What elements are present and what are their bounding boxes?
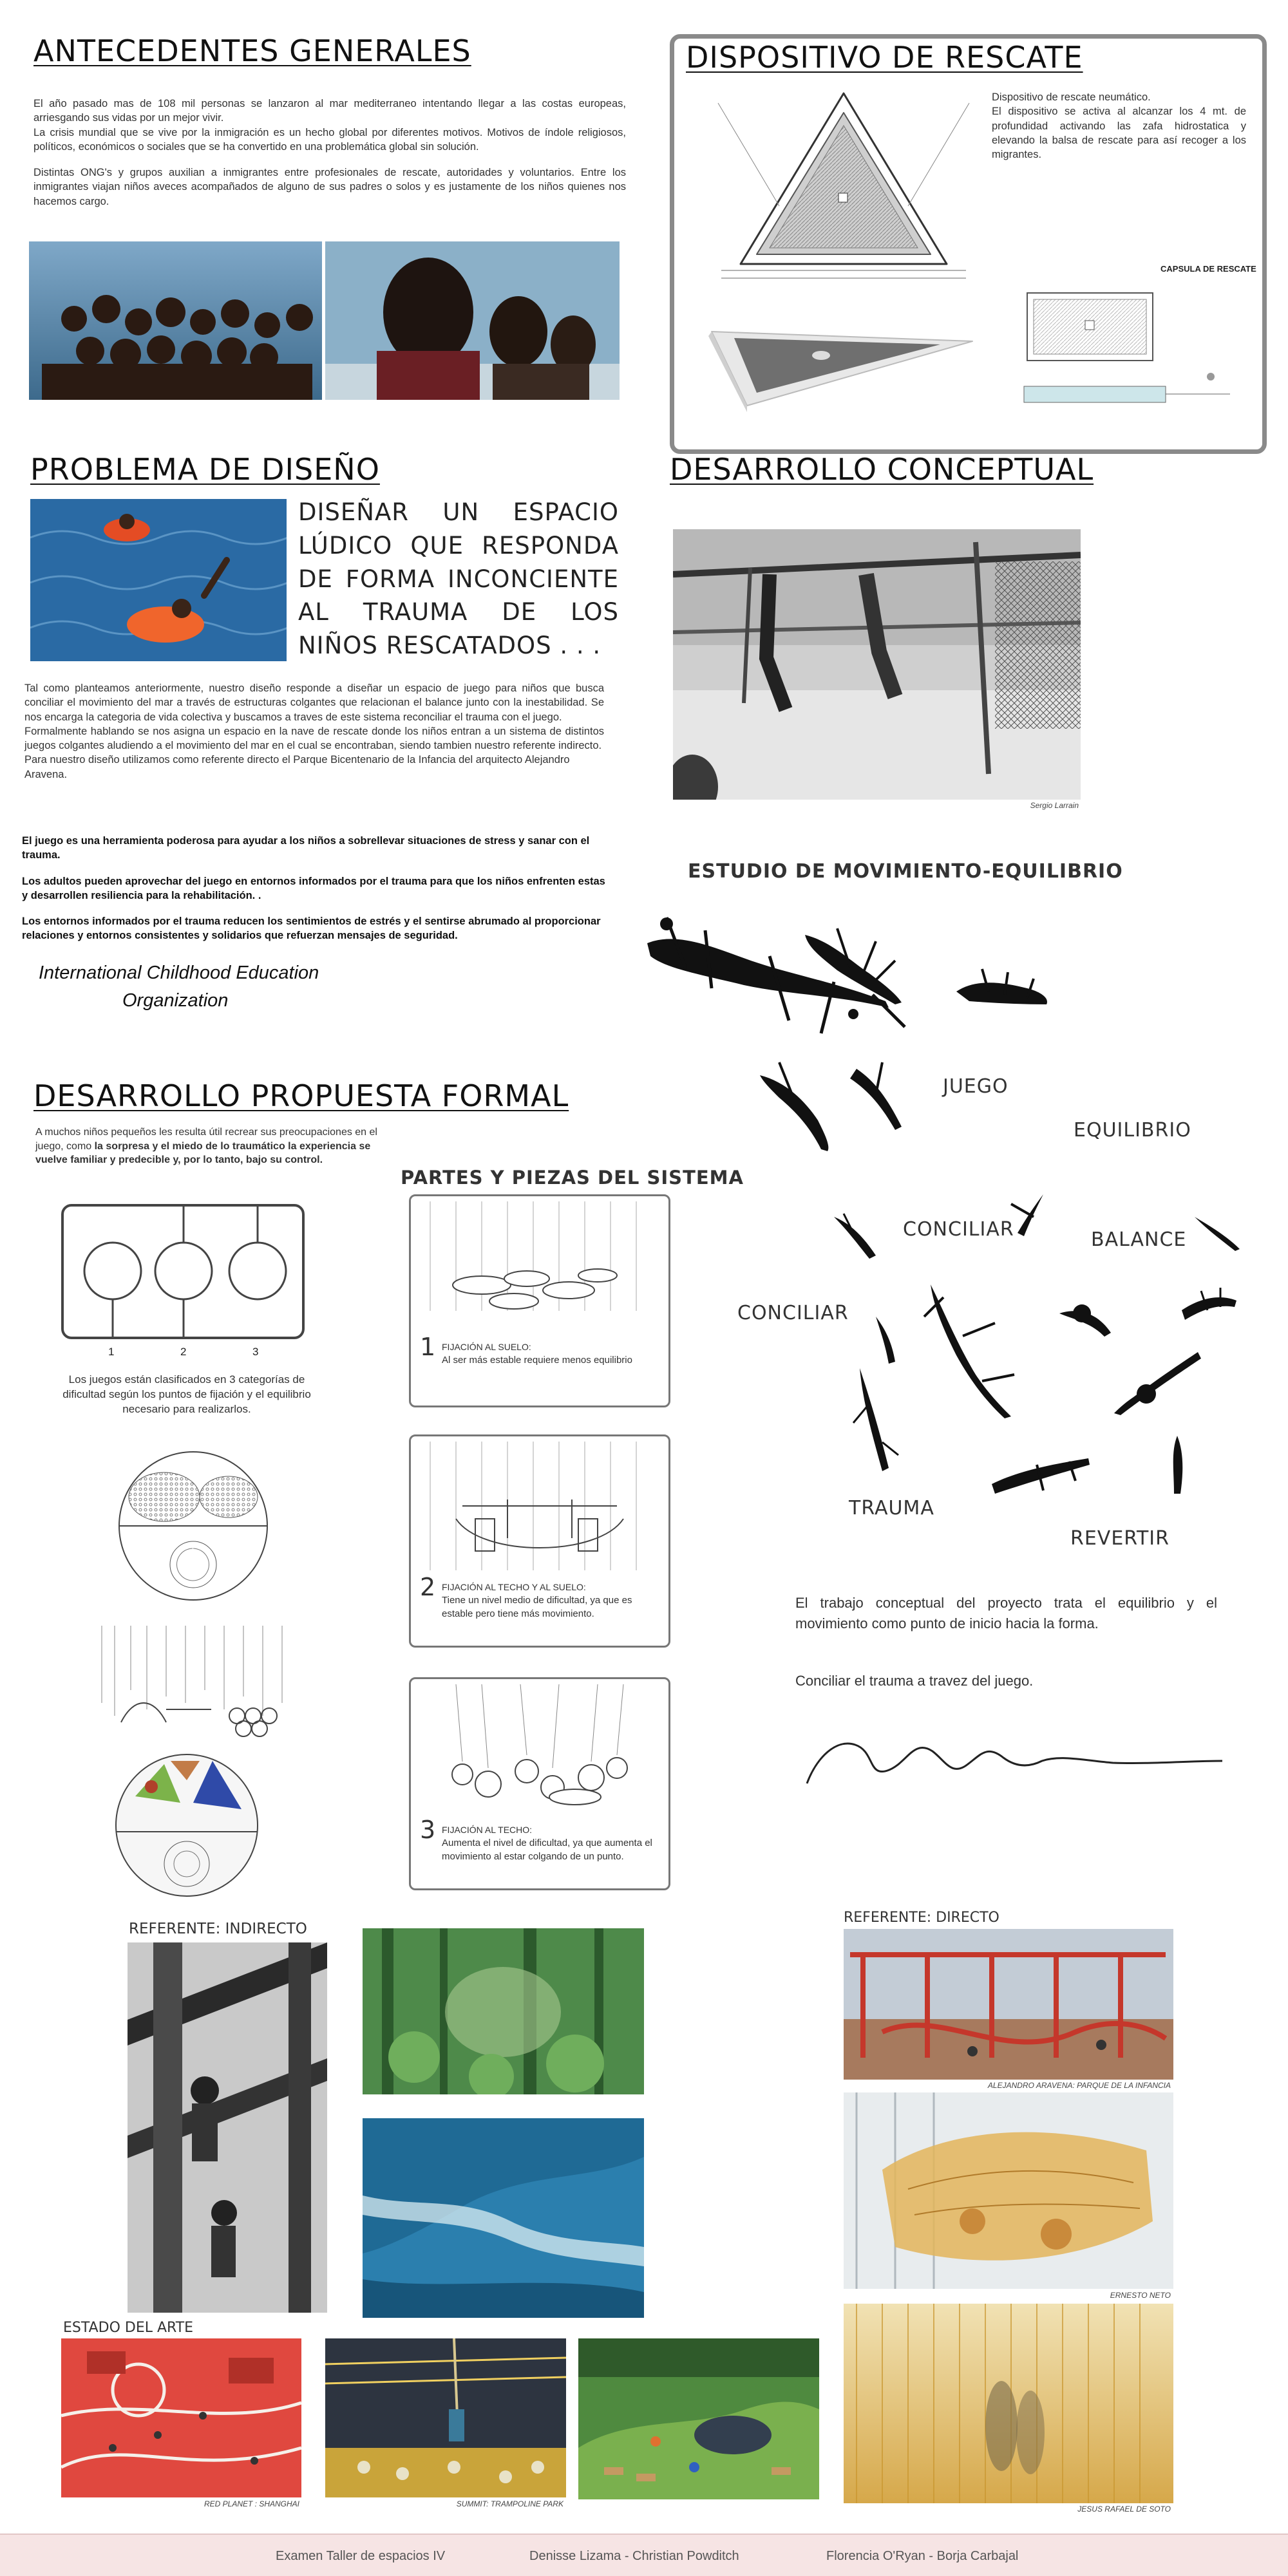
splatter-figure-5 [831,1210,889,1262]
quote-2: Los adultos pueden aprovechar del juego en entornos informados por el trauma para que los niños enfrenten estas y desarrollen resiliencia para la rehabilitación. . [22,875,605,901]
word-revertir: REVERTIR [1070,1527,1170,1550]
directo-caption-1: ALEJANDRO ARAVENA: PARQUE DE LA INFANCIA [987,2081,1171,2090]
propuesta-intro-normal: A muchos niños pequeños les resulta útil recrear sus preocupaciones en el juego, como [35,1127,377,1152]
footer-bar [0,2534,1288,2576]
dispositivo-desc-1: Dispositivo de rescate neumático. [992,91,1151,103]
footer-names-1: Denisse Lizama - Christian Powditch [529,2549,739,2563]
conceptual-text-1: El trabajo conceptual del proyecto trata el equilibrio y el movimiento como punto de inicio hacia la forma. [795,1595,1217,1631]
splatter-figure-9 [1053,1294,1117,1346]
diagram-label-3: 3 [252,1346,259,1358]
conceptual-text-2: Conciliar el trauma a travez del juego. [795,1673,1034,1689]
ernesto-neto-photo [844,2092,1173,2289]
diagram-caption: Los juegos están clasificados en 3 categorías de dificultad según los puntos de fijación y el equilibrio necesario para realizarlos. [62,1373,311,1415]
forest-photo [363,1928,644,2094]
part-card-2 [409,1434,670,1648]
colored-plan-sketch [113,1751,261,1899]
antecedentes-para-1: El año pasado mas de 108 mil personas se lanzaron al mar mediterraneo intentando llegar a las costas europeas, arriesgando sus vidas por un mejor vivir. [33,98,626,124]
hanging-games-sketch [95,1626,292,1738]
antecedentes-para-2: La crisis mundial que se vive por la inmigración es un hecho global por diferentes motivos. Motivos de índole religiosos, políticos, económicos o sociales que se ha convertido en una problemática global sin solución. [33,126,626,153]
splatter-figure-7 [1191,1214,1243,1252]
part-num-1: 1 [420,1333,436,1361]
part-card-1 [409,1194,670,1407]
soto-penetrable-photo [844,2304,1173,2503]
part-sketch-2 [417,1442,662,1577]
org-name-line-1: International Childhood Education [39,963,319,983]
splatter-figure-3 [943,966,1053,1017]
propuesta-title: DESARROLLO PROPUESTA FORMAL [33,1078,569,1113]
propuesta-intro [35,1125,399,1167]
part-sketch-1 [417,1201,662,1330]
capsula-drawing [1018,283,1243,425]
diagram-label-2: 2 [180,1346,187,1358]
propuesta-intro-bold: la sorpresa y el miedo de lo traumático la experiencia se vuelve familiar y predecible y, por lo tanto, bajo su control. [35,1140,371,1166]
problema-quotes [22,834,609,943]
problema-para-1: Tal como planteamos anteriormente, nuestro diseño responde a diseñar un espacio de juego para niños que busca conciliar el movimiento del mar a través de estructuras colgantes que relacionan el balance junto con la inestabilidad. Se nos encarga la categoria de vida colectiva y buscamos a traves de este sistema reconciliar el trauma con el juego. [24,682,604,723]
device-plan-drawing [708,77,979,283]
problema-text [24,681,604,782]
conceptual-title: DESARROLLO CONCEPTUAL [670,452,1094,487]
part-card-3 [409,1677,670,1890]
splatter-figure-13 [1108,1346,1204,1416]
capsula-label: CAPSULA DE RESCATE [1160,264,1256,274]
splatter-figure-8 [918,1278,1021,1420]
part-text-3 [442,1824,661,1863]
quote-3: Los entornos informados por el trauma reducen los sentimientos de estrés y el sentirse abrumado al proporcionar relaciones y entornos consistentes y solidarios que refuerzan mensajes de seguridad. [22,916,601,942]
trampoline-park-photo [325,2338,566,2497]
difficulty-diagram [61,1204,305,1339]
dispositivo-title: DISPOSITIVO DE RESCATE [686,40,1083,75]
problema-statement: DISEÑAR UN ESPACIO LÚDICO QUE RESPONDA DE FORMA INCONCIENTE AL TRAUMA DE LOS NIÑOS RESCATADOS . . . [298,498,619,660]
part-heading-3: FIJACIÓN AL TECHO: [442,1825,533,1835]
migrants-boat-photo [29,241,322,400]
footer-course: Examen Taller de espacios IV [276,2549,446,2563]
estado-arte-title: ESTADO DEL ARTE [63,2320,194,2336]
footer-names-2: Florencia O'Ryan - Borja Carbajal [826,2549,1019,2563]
antecedentes-title: ANTECEDENTES GENERALES [33,33,471,68]
splatter-figure-4 [753,1056,914,1152]
splatter-figure-14 [985,1452,1095,1503]
ocean-aerial-photo [363,2118,644,2318]
splatter-figure-11 [869,1313,908,1365]
directo-caption-3: JESUS RAFAEL DE SOTO [1077,2505,1171,2514]
part-text-2 [442,1581,661,1621]
part-desc-1: Al ser más estable requiere menos equilibrio [442,1355,632,1366]
children-sea-photo [30,499,287,661]
directo-caption-2: ERNESTO NETO [1110,2291,1171,2300]
children-portrait-photo [325,241,620,400]
estado-caption-1: RED PLANET : SHANGHAI [204,2499,299,2508]
part-text-1 [442,1341,661,1368]
word-trauma: TRAUMA [849,1497,934,1519]
word-conciliar-1: CONCILIAR [903,1218,1014,1241]
word-juego: JUEGO [943,1075,1009,1098]
word-conciliar-2: CONCILIAR [737,1302,849,1324]
org-name-line-2: Organization [122,990,229,1011]
green-playground-photo [578,2338,819,2499]
splatter-figure-12 [850,1365,902,1481]
parque-infancia-photo [844,1929,1173,2080]
splatter-figure-10 [1175,1284,1240,1330]
boys-climbing-photo [128,1942,327,2313]
antecedentes-text [33,97,626,209]
device-3d-render [702,296,985,412]
part-desc-3: Aumenta el nivel de dificultad, ya que aumenta el movimiento al estar colgando de un punto. [442,1838,652,1862]
partes-title: PARTES Y PIEZAS DEL SISTEMA [401,1167,744,1189]
antecedentes-para-3: Distintas ONG's y grupos auxilian a inmigrantes entre profesionales de rescate, autoridades y voluntarios. Entre los inmigrantes viajan niños aveces acompañados de alguno de sus padres o solos y es justamente de los niños quienes nos hacemos cargo. [33,167,626,207]
estudio-title: ESTUDIO DE MOVIMIENTO-EQUILIBRIO [688,860,1123,883]
sergio-larrain-credit: Sergio Larrain [1030,801,1079,810]
part-num-2: 2 [420,1573,436,1601]
splatter-figure-6 [1005,1191,1056,1243]
estado-caption-2: SUMMIT: TRAMPOLINE PARK [456,2499,564,2508]
splatter-figure-15 [1161,1433,1193,1497]
part-num-3: 3 [420,1816,436,1844]
splatter-figure-2 [799,922,908,1006]
problema-title: PROBLEMA DE DISEÑO [30,452,380,487]
children-hanging-photo [673,529,1081,800]
problema-para-2: Formalmente hablando se nos asigna un espacio en la nave de rescate donde los niños entran a un sistema de distintos juegos colgantes aludiendo a el movimiento del mar en el cual se encontraban, siendo tambien nuestro referente indirecto. [24,725,604,752]
diagram-label-1: 1 [108,1346,115,1358]
referente-directo-title: REFERENTE: DIRECTO [844,1910,999,1926]
word-equilibrio: EQUILIBRIO [1074,1119,1191,1142]
dispositivo-text [992,90,1246,162]
dispositivo-desc-2: El dispositivo se activa al alcanzar los 4 mt. de profundidad activando las zafa hidrostatica y elevando la balsa de rescate para así recoger a los migrantes. [992,106,1246,161]
red-planet-photo [61,2338,301,2497]
part-heading-1: FIJACIÓN AL SUELO: [442,1342,531,1352]
problema-para-3: Para nuestro diseño utilizamos como referente directo el Parque Bicentenario de la Infancia del arquitecto Alejandro Aravena. [24,754,570,780]
part-sketch-3 [417,1684,662,1819]
wave-line [804,1732,1226,1790]
part-heading-2: FIJACIÓN AL TECHO Y AL SUELO: [442,1582,586,1592]
part-desc-2: Tiene un nivel medio de dificultad, ya que es estable pero tiene más movimiento. [442,1595,632,1619]
referente-indirecto-title: REFERENTE: INDIRECTO [129,1921,307,1937]
plan-sketch [97,1445,290,1606]
word-balance: BALANCE [1091,1228,1187,1251]
quote-1: El juego es una herramienta poderosa para ayudar a los niños a sobrellevar situaciones de stress y sanar con el trauma. [22,835,590,861]
